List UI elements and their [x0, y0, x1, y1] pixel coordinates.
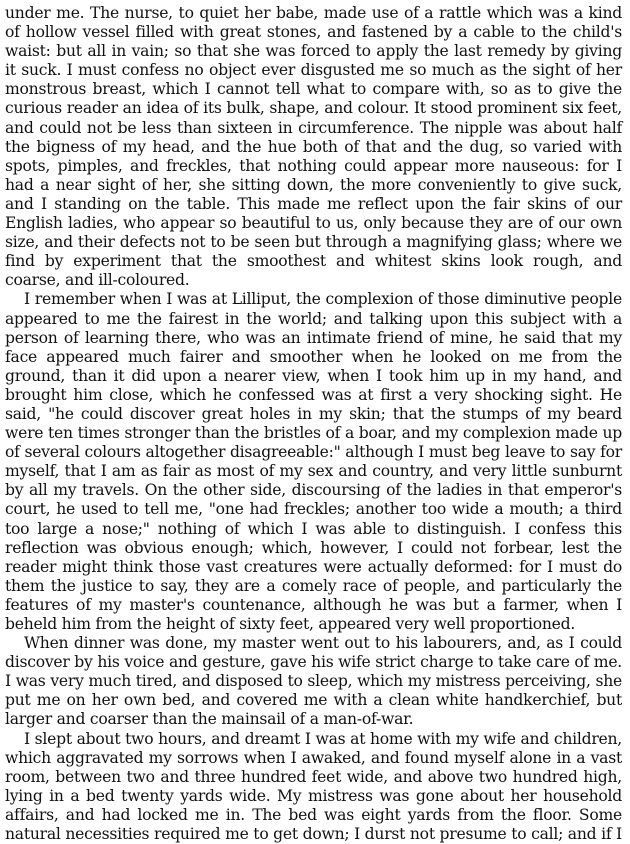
paragraph-dinner: When dinner was done, my master went out to his labourers, and, as I could discover by his voice and gesture, gave his wife strict charge to take care of me. I was very much tired, and disposed to sleep, which my mistress perceiving, she put me on her own bed, and covered me with a clean white handkerchief, but larger and coarser than the mainsail of a man-of-war. [5, 634, 622, 729]
paragraph-continued: under me. The nurse, to quiet her babe, made use of a rattle which was a kind of hollow vessel filled with great stones, and fastened by a cable to the child's waist: but all in vain; so that she was forced to apply the last remedy by giving it suck. I must confess no object ever disgusted me so much as the sight of her monstrous breast, which I cannot tell what to compare with, so as to give the curious reader an idea of its bulk, shape, and colour. It stood prominent six feet, and could not be less than sixteen in circumference. The nipple was about half the bigness of my head, and the hue both of that and the dug, so varied with spots, pimples, and freckles, that nothing could appear more nauseous: for I had a near sight of her, she sitting down, the more conveniently to give suck, and I standing on the table. This made me reflect upon the fair skins of our English ladies, who appear so beautiful to us, only because they are of our own size, and their defects not to be seen but through a magnifying glass; where we find by experiment that the smoothest and whitest skins look rough, and coarse, and ill-coloured. [5, 4, 622, 290]
book-page [5, 4, 622, 844]
paragraph-lilliput: I remember when I was at Lilliput, the complexion of those diminutive people appeared to me the fairest in the world; and talking upon this subject with a person of learning there, who was an intimate friend of mine, he said that my face appeared much fairer and smoother when he looked on me from the ground, than it did upon a nearer view, when I took him up in my hand, and brought him close, which he confessed was at first a very shocking sight. He said, "he could discover great holes in my skin; that the stumps of my beard were ten times stronger than the bristles of a boar, and my complexion made up of several colours altogether disagreeable:" although I must beg leave to say for myself, that I am as fair as most of my sex and country, and very little sunburnt by all my travels. On the other side, discoursing of the ladies in that emperor's court, he used to tell me, "one had freckles; another too wide a mouth; a third too large a nose;" nothing of which I was able to distinguish. I confess this reflection was obvious enough; which, however, I could not forbear, lest the reader might think those vast creatures were actually deformed: for I must do them the justice to say, they are a comely race of people, and particularly the features of my master's countenance, although he was but a farmer, when I beheld him from the height of sixty feet, appeared very well proportioned. [5, 290, 622, 633]
paragraph-slept: I slept about two hours, and dreamt I was at home with my wife and children, which aggravated my sorrows when I awaked, and found myself alone in a vast room, between two and three hundred feet wide, and above two hundred high, lying in a bed twenty yards wide. My mistress was gone about her household affairs, and had locked me in. The bed was eight yards from the floor. Some natural necessities required me to get down; I durst not presume to call; and if I [5, 729, 622, 844]
